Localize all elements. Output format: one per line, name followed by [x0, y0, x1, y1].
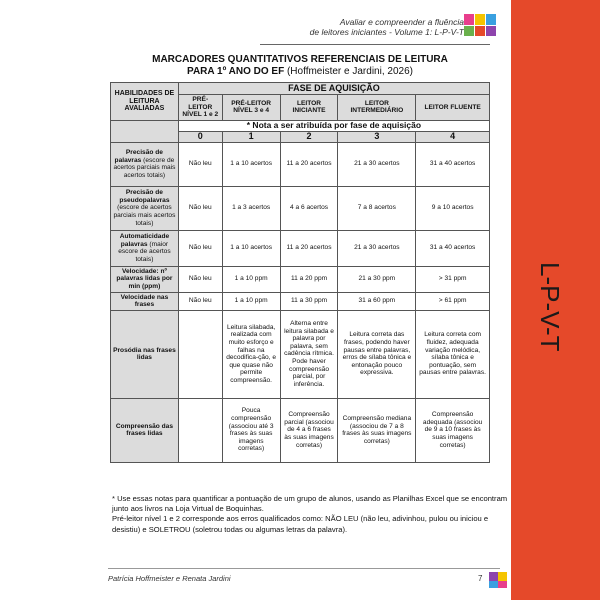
page-number: 7 [478, 574, 483, 583]
table-cell: Não leu [178, 142, 222, 186]
table-cell: Compreensão parcial (associou de 4 a 6 frases às suas imagens corretas) [280, 398, 338, 462]
side-label: L-P-V-T [535, 262, 565, 352]
score-cell: 3 [338, 131, 416, 142]
skill-detail: (maior escore de acertos totais) [118, 240, 171, 263]
table-cell: Alterna entre leitura silabada e palavra por palavra, sem cadência rítmica. Pode haver compreensão parcial, por inferência. [280, 310, 338, 398]
score-cell: 0 [178, 131, 222, 142]
logo-tile [475, 26, 485, 37]
skill-detail: (escore de acertos parciais mais acertos totais) [113, 204, 176, 227]
table-cell: Não leu [178, 230, 222, 266]
skill-name: Precisão de pseudopalavras [119, 189, 170, 204]
footnotes [112, 494, 508, 535]
table-cell: 1 a 3 acertos [222, 186, 280, 230]
skill-name: Compreensão das frases lidas [115, 422, 174, 438]
header-title [164, 17, 464, 37]
table-row [111, 266, 490, 292]
table-cell: 1 a 10 acertos [222, 230, 280, 266]
table-cell: Compreensão adequada (associou de 9 a 10 frases às suas imagens corretas) [416, 398, 490, 462]
table-cell: 1 a 10 ppm [222, 292, 280, 310]
table-cell [178, 398, 222, 462]
table-cell: 11 a 20 acertos [280, 230, 338, 266]
skill-label [111, 266, 179, 292]
table-cell: 31 a 40 acertos [416, 230, 490, 266]
table-row [111, 310, 490, 398]
page-title [110, 54, 490, 78]
skill-label [111, 142, 179, 186]
skill-name: Automaticidade palavras [119, 233, 170, 248]
table-cell: Leitura correta das frases, podendo haver pausas entre palavras, erros de sílaba tônica e entonação pouco expressiva. [338, 310, 416, 398]
score-cell: 4 [416, 131, 490, 142]
table-cell: 21 a 30 acertos [338, 230, 416, 266]
title-line-1: MARCADORES QUANTITATIVOS REFERENCIAIS DE LEITURA [152, 54, 448, 65]
skill-label [111, 398, 179, 462]
page-header [0, 0, 600, 50]
skill-name: Velocidade: nº palavras lidas por min (ppm) [116, 267, 173, 290]
table-cell: 11 a 30 ppm [280, 292, 338, 310]
table-cell: Leitura silabada, realizada com muito esforço e falhas na decodifica-ção, e que quase não permite compreensão. [222, 310, 280, 398]
level-header: LEITOR FLUENTE [416, 95, 490, 121]
score-cell: 2 [280, 131, 338, 142]
reading-markers-table [110, 82, 490, 463]
table-cell: 9 a 10 acertos [416, 186, 490, 230]
table-cell: 31 a 60 ppm [338, 292, 416, 310]
table-cell: Não leu [178, 292, 222, 310]
skill-label [111, 186, 179, 230]
table-cell [178, 310, 222, 398]
footer-divider [108, 568, 500, 569]
title-grade: PARA 1º ANO DO EF [187, 66, 285, 77]
table-cell: Não leu [178, 266, 222, 292]
title-citation: (Hoffmeister e Jardini, 2026) [284, 66, 413, 77]
table-cell: 7 a 8 acertos [338, 186, 416, 230]
skill-name: Velocidade nas frases [120, 293, 169, 309]
table-cell: Não leu [178, 186, 222, 230]
score-cell: 1 [222, 131, 280, 142]
footer-logo-icon [487, 568, 509, 590]
logo-tile [464, 14, 474, 25]
table-cell: 4 a 6 acertos [280, 186, 338, 230]
table-cell: Pouca compreensão (associou até 3 frases às suas imagens corretas) [222, 398, 280, 462]
phase-header: FASE DE AQUISIÇÃO [178, 83, 489, 95]
logo-tile [464, 26, 474, 37]
skills-header-spacer [111, 120, 179, 142]
logo-tile [475, 14, 485, 25]
footnote-1: * Use essas notas para quantificar a pontuação de um grupo de alunos, usando as Planilhas Excel que se encontram junto aos livros na Loja Virtual de Boquinhas. [112, 494, 508, 514]
header-line-1: Avaliar e compreender a fluência [339, 17, 464, 27]
level-header: PRÉ-LEITOR NÍVEL 1 e 2 [178, 95, 222, 121]
table-row [111, 230, 490, 266]
table-cell: 11 a 20 acertos [280, 142, 338, 186]
header-divider [260, 44, 490, 45]
table-cell: 21 a 30 ppm [338, 266, 416, 292]
level-header: LEITOR INICIANTE [280, 95, 338, 121]
logo-tile [486, 14, 496, 25]
table-cell: 1 a 10 ppm [222, 266, 280, 292]
skills-header: HABILIDADES DE LEITURA AVALIADAS [111, 83, 179, 121]
skill-name: Precisão de palavras [114, 149, 163, 164]
skill-label [111, 292, 179, 310]
title-line-2 [110, 66, 490, 78]
table-cell: Leitura correta com fluidez, adequada variação melódica, sílaba tônica e pontuação, sem pausas entre palavras. [416, 310, 490, 398]
boquinhas-logo [464, 14, 496, 36]
logo-tile [486, 26, 496, 37]
table-row [111, 398, 490, 462]
table-cell: 11 a 20 ppm [280, 266, 338, 292]
table-cell: > 31 ppm [416, 266, 490, 292]
level-header: PRÉ-LEITOR NÍVEL 3 e 4 [222, 95, 280, 121]
skill-label [111, 310, 179, 398]
table-row [111, 142, 490, 186]
skill-name: Prosódia nas frases lidas [113, 346, 176, 362]
score-note: * Nota a ser atribuída por fase de aquisição [178, 120, 489, 131]
skill-label [111, 230, 179, 266]
table-cell: 1 a 10 acertos [222, 142, 280, 186]
level-header: LEITOR INTERMEDIÁRIO [338, 95, 416, 121]
header-line-2: de leitores iniciantes - Volume 1: L-P-V-T [309, 27, 464, 37]
footnote-2: Pré-leitor nível 1 e 2 corresponde aos erros qualificados como: NÃO LEU (não leu, adivinhou, pulou ou iniciou e desistiu) e SOLETROU (soletrou todas ou algumas letras da palavra). [112, 514, 489, 534]
table-cell: 31 a 40 acertos [416, 142, 490, 186]
table-row [111, 292, 490, 310]
footer-author: Patrícia Hoffmeister e Renata Jardini [108, 574, 231, 583]
table-cell: 21 a 30 acertos [338, 142, 416, 186]
table-row [111, 186, 490, 230]
skill-detail: (escore de acertos parciais mais acertos totais) [113, 156, 176, 179]
table-cell: > 61 ppm [416, 292, 490, 310]
table-cell: Compreensão mediana (associou de 7 a 8 frases às suas imagens corretas) [338, 398, 416, 462]
